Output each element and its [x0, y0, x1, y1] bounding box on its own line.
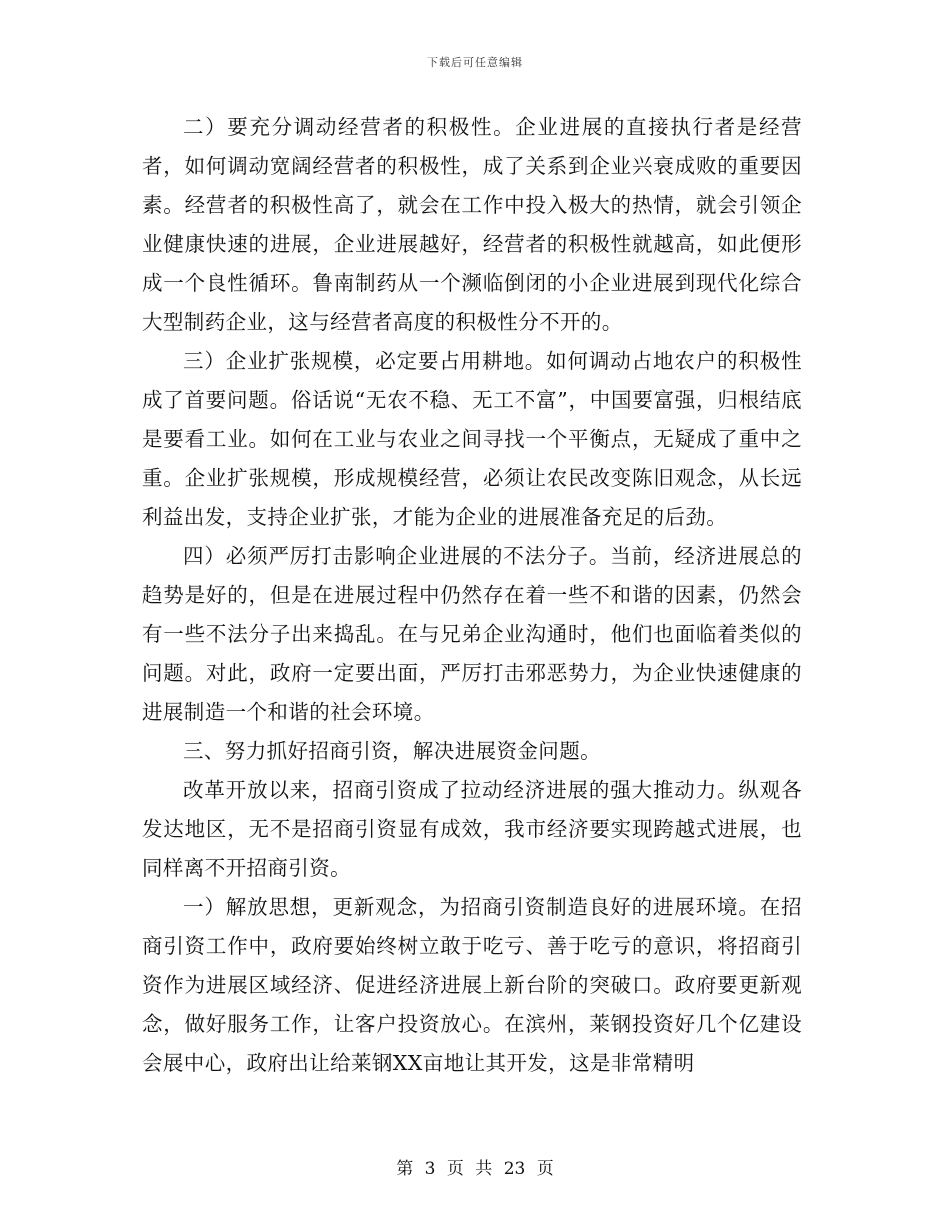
- page-number-footer: 第 3 页 共 23 页: [396, 1159, 554, 1179]
- page-header: 下载后可任意编辑: [427, 56, 523, 69]
- paragraph-4: 改革开放以来，招商引资成了拉动经济进展的强大推动力。纵观各发达地区，无不是招商引资显有成效，我市经济要实现跨越式进展，也同样离不开招商引资。: [142, 778, 802, 880]
- section-heading: 三、努力抓好招商引资，解决进展资金问题。: [183, 739, 601, 763]
- paragraph-3: 四）必须严厉打击影响企业进展的不法分子。当前，经济进展总的趋势是好的，但是在进展过程中仍然存在着一些不和谐的因素，仍然会有一些不法分子出来捣乱。在与兄弟企业沟通时，他们也面临着类似的问题。对此，政府一定要出面，严厉打击邪恶势力，为企业快速健康的进展制造一个和谐的社会环境。: [142, 544, 802, 724]
- paragraph-1: 二）要充分调动经营者的积极性。企业进展的直接执行者是经营者，如何调动宽阔经营者的积极性，成了关系到企业兴衰成败的重要因素。经营者的积极性高了，就会在工作中投入极大的热情，就会引领企业健康快速的进展，企业进展越好，经营者的积极性就越高，如此便形成一个良性循环。鲁南制药从一个濒临倒闭的小企业进展到现代化综合大型制药企业，这与经营者高度的积极性分不开的。: [142, 115, 802, 334]
- paragraph-5: 一）解放思想，更新观念，为招商引资制造良好的进展环境。在招商引资工作中，政府要始终树立敢于吃亏、善于吃亏的意识，将招商引资作为进展区域经济、促进经济进展上新台阶的突破口。政府要更新观念，做好服务工作，让客户投资放心。在滨州，莱钢投资好几个亿建设会展中心，政府出让给莱钢XX亩地让其开发，这是非常精明: [142, 895, 802, 1075]
- document-body: [142, 108, 802, 1083]
- paragraph-2: 三）企业扩张规模，必定要占用耕地。如何调动占地农户的积极性成了首要问题。俗话说“无农不稳、无工不富”，中国要富强，归根结底是要看工业。如何在工业与农业之间寻找一个平衡点，无疑成了重中之重。企业扩张规模，形成规模经营，必须让农民改变陈旧观念，从长远利益出发，支持企业扩张，才能为企业的进展准备充足的后劲。: [142, 349, 802, 529]
